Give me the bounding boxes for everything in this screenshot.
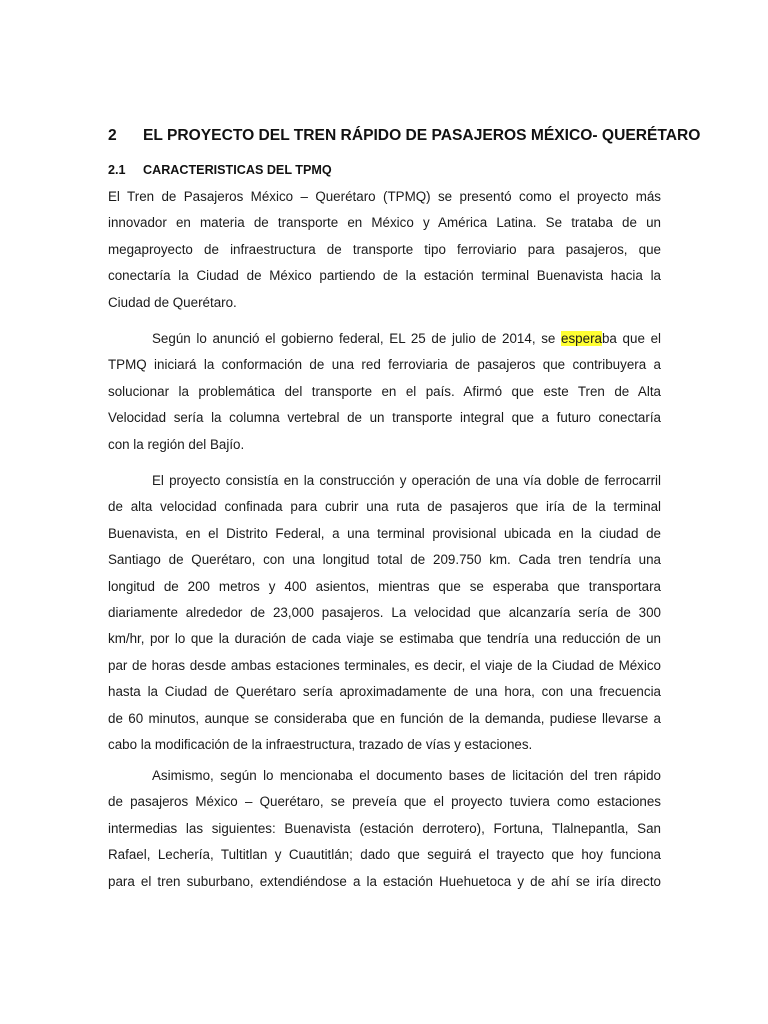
paragraph-line: megaproyecto de infraestructura de transporte tipo ferroviario para pasajeros, que bbox=[108, 241, 661, 257]
subsection-heading bbox=[108, 163, 668, 177]
subsection-title: CARACTERISTICAS DEL TPMQ bbox=[143, 163, 332, 177]
section-heading bbox=[108, 127, 701, 145]
paragraph-4 bbox=[108, 763, 661, 895]
paragraph-1 bbox=[108, 184, 661, 316]
paragraph-line: Santiago de Querétaro, con una longitud total de 209.750 km. Cada tren tendría una bbox=[108, 552, 661, 568]
paragraph-line: Asimismo, según lo mencionaba el documento bases de licitación del tren rápido bbox=[152, 768, 661, 783]
paragraph-line: Velocidad sería la columna vertebral de un transporte integral que a futuro conectaría bbox=[108, 410, 661, 426]
paragraph-line: Rafael, Lechería, Tultitlan y Cuautitlán; dado que seguirá el trayecto que hoy funciona bbox=[108, 847, 661, 863]
paragraph-line: diariamente alrededor de 23,000 pasajeros. La velocidad que alcanzaría sería de 300 bbox=[108, 604, 661, 620]
section-title: EL PROYECTO DEL TREN RÁPIDO DE PASAJEROS MÉXICO- QUERÉTARO bbox=[143, 127, 701, 144]
paragraph-line: Ciudad de Querétaro. bbox=[108, 294, 237, 310]
paragraph-line: de 60 minutos, aunque se consideraba que en función de la demanda, pudiese llevarse a bbox=[108, 710, 661, 726]
paragraph-line: El proyecto consistía en la construcción y operación de una vía doble de ferrocarril bbox=[152, 473, 661, 488]
paragraph-line: par de horas desde ambas estaciones terminales, es decir, el viaje de la Ciudad de México bbox=[108, 657, 661, 673]
paragraph-line: para el tren suburbano, extendiéndose a la estación Huehuetoca y de ahí se iría directo bbox=[108, 873, 661, 889]
paragraph-line: El Tren de Pasajeros México – Querétaro (TPMQ) se presentó como el proyecto más bbox=[108, 189, 661, 204]
paragraph-line: longitud de 200 metros y 400 asientos, mientras que se esperaba que transportara bbox=[108, 578, 661, 594]
paragraph-line: de pasajeros México – Querétaro, se preveía que el proyecto tuviera como estaciones bbox=[108, 794, 661, 810]
paragraph-line: TPMQ iniciará la conformación de una red ferroviaria de pasajeros que contribuyera a bbox=[108, 357, 661, 373]
paragraph-line: cabo la modificación de la infraestructura, trazado de vías y estaciones. bbox=[108, 736, 533, 752]
paragraph-2 bbox=[108, 326, 661, 458]
paragraph-line: conectaría la Ciudad de México partiendo de la estación terminal Buenavista hacia la bbox=[108, 268, 661, 284]
subsection-number: 2.1 bbox=[108, 163, 126, 177]
text-run: ba que el bbox=[601, 331, 661, 346]
paragraph-3 bbox=[108, 468, 661, 758]
paragraph-line: hasta la Ciudad de Querétaro sería aproximadamente de una hora, con una frecuencia bbox=[108, 684, 661, 700]
paragraph-line: con la región del Bajío. bbox=[108, 436, 245, 452]
section-number: 2 bbox=[108, 127, 117, 144]
text-run: Según lo anunció el gobierno federal, EL 25 de julio de 2014, se bbox=[152, 331, 562, 346]
paragraph-line: intermedias las siguientes: Buenavista (estación derrotero), Fortuna, Tlalnepantla, San bbox=[108, 820, 661, 836]
highlighted-text: espera bbox=[561, 331, 602, 346]
paragraph-line: km/hr, por lo que la duración de cada viaje se estimaba que tendría una reducción de un bbox=[108, 631, 661, 647]
paragraph-line: solucionar la problemática del transporte en el país. Afirmó que este Tren de Alta bbox=[108, 383, 661, 399]
paragraph-line: de alta velocidad confinada para cubrir una ruta de pasajeros que iría de la terminal bbox=[108, 499, 661, 515]
paragraph-line: Buenavista, en el Distrito Federal, a una terminal provisional ubicada en la ciudad de bbox=[108, 525, 661, 541]
paragraph-line: innovador en materia de transporte en México y América Latina. Se trataba de un bbox=[108, 215, 661, 231]
paragraph-line bbox=[108, 326, 661, 352]
